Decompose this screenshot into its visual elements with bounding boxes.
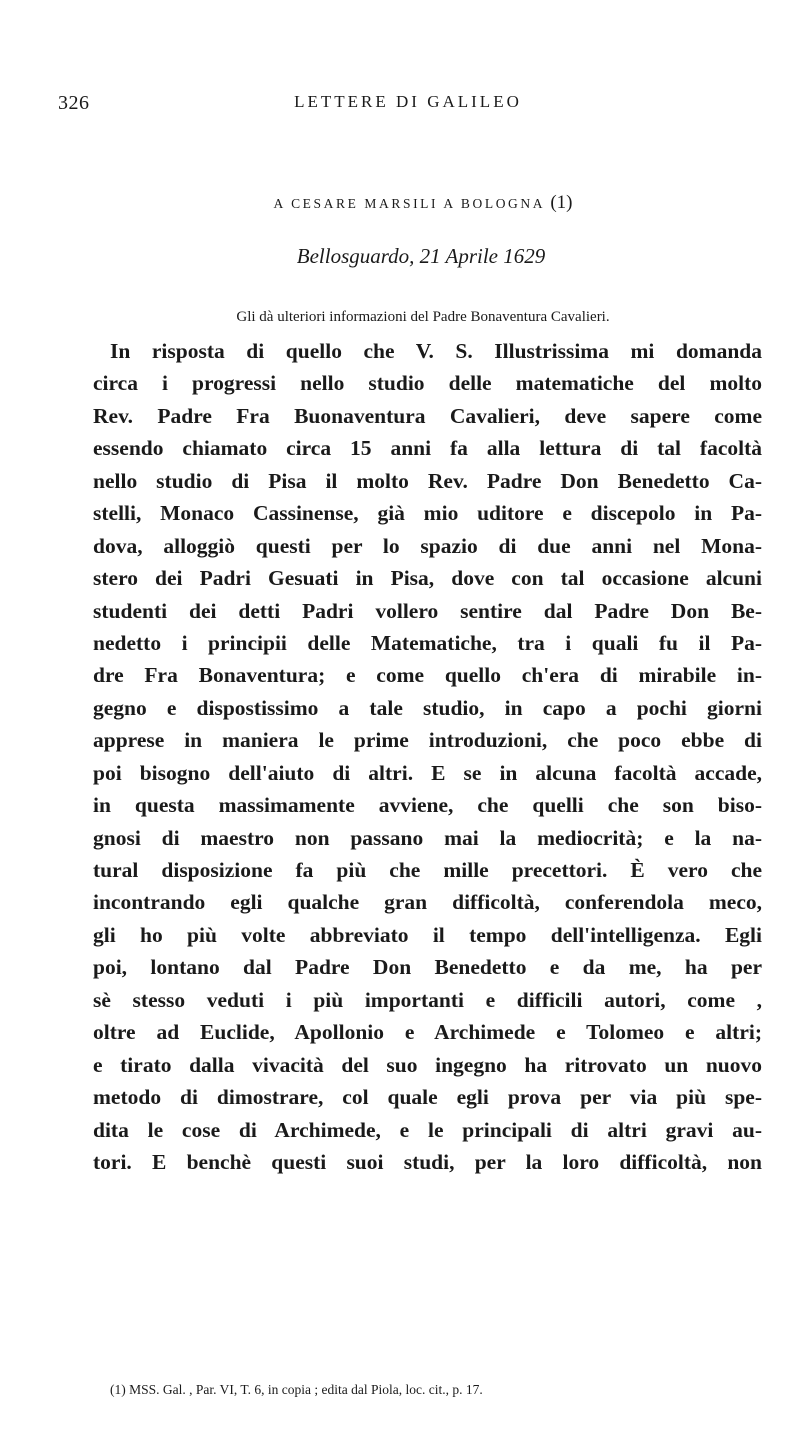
body-line: gnosi di maestro non passano mai la mediocrità; e la na- [93, 825, 762, 850]
body-line: poi, lontano dal Padre Don Benedetto e da me, ha per [93, 955, 762, 980]
body-line: stero dei Padri Gesuati in Pisa, dove con tal occasione alcuni [93, 566, 762, 591]
body-line: tural disposizione fa più che mille precettori. È vero che [93, 858, 762, 882]
body-line: dita le cose di Archimede, e le principali di altri gravi au- [93, 1117, 762, 1142]
body-line: studenti dei detti Padri vollero sentire dal Padre Don Be- [93, 598, 762, 623]
body-line: tori. E benchè questi suoi studi, per la loro difficoltà, non [93, 1149, 762, 1174]
addressee-text: A CESARE MARSILI A BOLOGNA [273, 196, 545, 211]
body-line: essendo chiamato circa 15 anni fa alla lettura di tal facoltà [93, 436, 762, 461]
body-line: apprese in maniera le prime introduzioni, che poco ebbe di [93, 728, 762, 753]
body-line: gegno e dispostissimo a tale studio, in capo a pochi giorni [93, 695, 762, 720]
body-line: nedetto i principii delle Matematiche, tra i quali fu il Pa- [93, 630, 762, 655]
running-head: LETTERE DI GALILEO [294, 92, 522, 111]
body-line: sè stesso veduti i più importanti e difficili autori, come , [93, 987, 762, 1012]
body-line: poi bisogno dell'aiuto di altri. E se in alcuna facoltà accade, [93, 760, 762, 785]
body-line: e tirato dalla vivacità del suo ingegno ha ritrovato un nuovo [93, 1052, 762, 1077]
body-line: metodo di dimostrare, col quale egli prova per via più spe- [93, 1085, 762, 1110]
body-line: gli ho più volte abbreviato il tempo dell'intelligenza. Egli [93, 922, 762, 947]
letter-dateline: Bellosguardo, 21 Aprile 1629 [296, 244, 546, 268]
footnote-reference: (1) [550, 192, 573, 213]
body-line: in questa massimamente avviene, che quelli che son biso- [93, 793, 762, 818]
letter-summary: Gli dà ulteriori informazioni del Padre Bonaventura Cavalieri. [236, 309, 610, 325]
body-line: nello studio di Pisa il molto Rev. Padre Don Benedetto Ca- [93, 468, 762, 493]
body-line: oltre ad Euclide, Apollonio e Archimede e Tolomeo e altri; [93, 1020, 762, 1045]
letter-body [93, 335, 762, 1178]
body-line: dre Fra Bonaventura; e come quello ch'era di mirabile in- [93, 663, 762, 688]
body-line: Rev. Padre Fra Buonaventura Cavalieri, deve sapere come [93, 403, 762, 428]
footnote: (1) MSS. Gal. , Par. VI, T. 6, in copia ; edita dal Piola, loc. cit., p. 17. [110, 1382, 483, 1397]
body-line: incontrando egli qualche gran difficoltà, conferendola meco, [93, 890, 762, 915]
page-number: 326 [58, 92, 90, 114]
body-line: stelli, Monaco Cassinense, già mio uditore e discepolo in Pa- [93, 501, 762, 526]
body-line: dova, alloggiò questi per lo spazio di due anni nel Mona- [93, 533, 762, 558]
letter-addressee [0, 192, 800, 214]
body-line: circa i progressi nello studio delle matematiche del molto [93, 371, 762, 396]
body-line: In risposta di quello che V. S. Illustrissima mi domanda [110, 339, 762, 363]
